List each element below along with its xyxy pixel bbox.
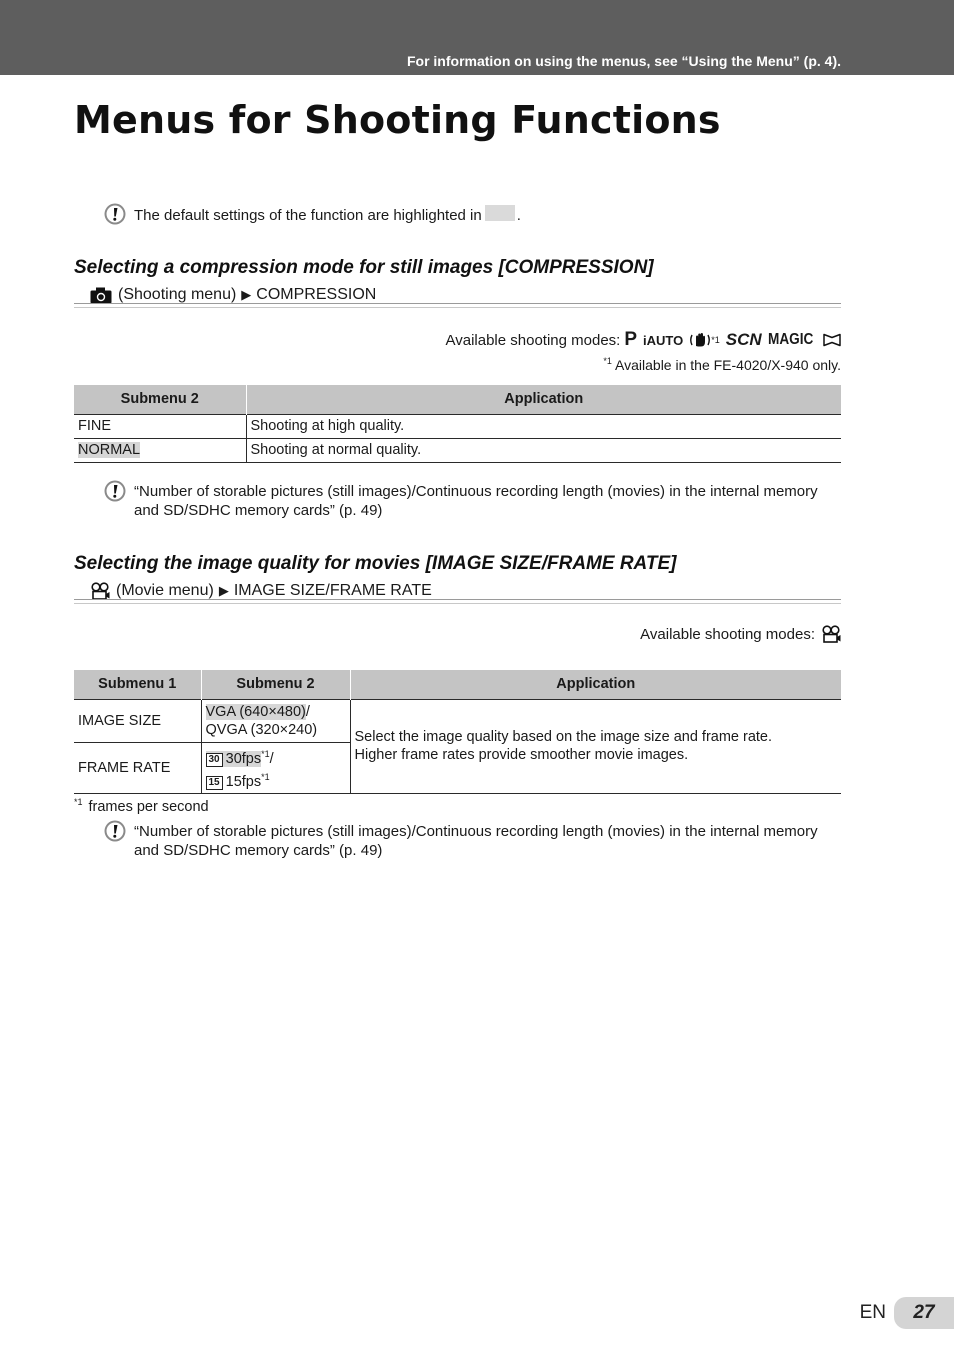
path-menu-label: (Shooting menu): [118, 286, 237, 303]
table-header: Submenu 2: [201, 670, 350, 699]
footnote-marker: *1: [603, 356, 612, 366]
table-header: Application: [246, 385, 841, 414]
movies-note: [104, 820, 824, 864]
compression-modes: [446, 329, 842, 351]
mode-footnote-marker: *1: [711, 335, 720, 345]
footnote-marker: *1: [261, 748, 270, 759]
mode-p: P: [624, 329, 638, 350]
page-footer: [860, 1297, 954, 1329]
compression-note: [104, 480, 824, 524]
option-30fps-label: 30fps: [225, 750, 262, 767]
header-info: For information on using the menus, see “Using the Menu” (p. 4).: [406, 53, 841, 69]
divider: [74, 603, 841, 604]
default-note-text: The default settings of the function are highlighted in: [134, 207, 482, 224]
option-fine: FINE: [78, 418, 112, 434]
compression-table: [74, 385, 841, 463]
header-band: [0, 0, 954, 75]
note-text: “Number of storable pictures (still images)/Continuous recording length (movies) in the internal memory and SD/SDHC memory cards” (p. 49): [134, 483, 818, 519]
modes-label: Available shooting modes:: [640, 625, 815, 643]
panorama-icon: [823, 333, 841, 347]
movie-icon: [821, 625, 841, 643]
default-note-end: .: [516, 207, 521, 224]
table-cell: Shooting at normal quality.: [246, 438, 841, 462]
option-30fps-default: [206, 751, 262, 767]
movie-icon: [90, 582, 110, 600]
option-15fps: 15fps: [225, 773, 262, 790]
default-note: [104, 203, 824, 227]
table-cell: Shooting at high quality.: [246, 414, 841, 438]
separator: /: [269, 750, 274, 767]
table-cell: [74, 438, 246, 462]
movies-footnote: [74, 797, 209, 815]
page-number: 27: [894, 1297, 954, 1329]
table-header: Submenu 2: [74, 385, 246, 414]
compression-heading: Selecting a compression mode for still images [COMPRESSION]: [74, 257, 654, 278]
page-title: Menus for Shooting Functions: [74, 98, 721, 142]
caution-icon: [104, 480, 126, 502]
table-cell: [201, 742, 350, 793]
table-cell-application: [350, 699, 841, 793]
option-normal-default: NORMAL: [78, 442, 141, 458]
compression-menu-path: [90, 286, 376, 304]
highlight-swatch: [485, 205, 515, 221]
table-cell: [201, 699, 350, 742]
path-menu-label: (Movie menu): [116, 582, 214, 599]
arrow-right-icon: ▶: [241, 287, 252, 302]
arrow-right-icon: ▶: [218, 583, 229, 598]
language-label: EN: [859, 1302, 886, 1323]
application-line-2: Higher frame rates provide smoother movie images.: [354, 747, 689, 763]
frame-rate-15-icon: 15: [206, 776, 223, 790]
movies-modes: [640, 625, 841, 643]
path-target-label: IMAGE SIZE/FRAME RATE: [233, 582, 432, 599]
divider: [74, 303, 841, 304]
table-cell: FRAME RATE: [74, 742, 201, 793]
divider: [74, 599, 841, 600]
table-row: [74, 438, 841, 462]
footnote-marker: *1: [261, 771, 270, 782]
modes-label: Available shooting modes:: [445, 331, 621, 349]
note-text: “Number of storable pictures (still images)/Continuous recording length (movies) in the internal memory and SD/SDHC memory cards” (p. 49): [134, 823, 818, 859]
footnote-text: Available in the FE-4020/X-940 only.: [615, 357, 841, 373]
movies-menu-path: [90, 582, 432, 600]
option-vga-default: VGA (640×480): [205, 703, 306, 720]
hand-shake-icon: [689, 332, 720, 348]
camera-icon: [90, 287, 112, 304]
compression-footnote: [603, 356, 841, 373]
table-header: Submenu 1: [74, 670, 201, 699]
path-target-label: COMPRESSION: [256, 286, 377, 303]
movies-table: [74, 670, 841, 794]
application-line-1: Select the image quality based on the image size and frame rate.: [354, 729, 773, 745]
caution-icon: [104, 203, 126, 225]
table-row: [74, 699, 841, 742]
frame-rate-30-icon: 30: [206, 753, 223, 767]
table-cell: IMAGE SIZE: [74, 699, 201, 742]
movies-heading: Selecting the image quality for movies [IMAGE SIZE/FRAME RATE]: [74, 553, 677, 574]
footnote-text: frames per second: [88, 799, 209, 815]
mode-iauto: iAUTO: [643, 332, 684, 348]
mode-magic: MAGIC: [767, 331, 814, 348]
separator: /: [305, 703, 310, 720]
caution-icon: [104, 820, 126, 842]
table-cell: [74, 414, 246, 438]
table-row: [74, 414, 841, 438]
footnote-marker: *1: [74, 797, 83, 807]
mode-scn: SCN: [725, 330, 762, 349]
table-header: Application: [350, 670, 841, 699]
option-qvga: QVGA (320×240): [205, 721, 318, 738]
divider: [74, 307, 841, 308]
